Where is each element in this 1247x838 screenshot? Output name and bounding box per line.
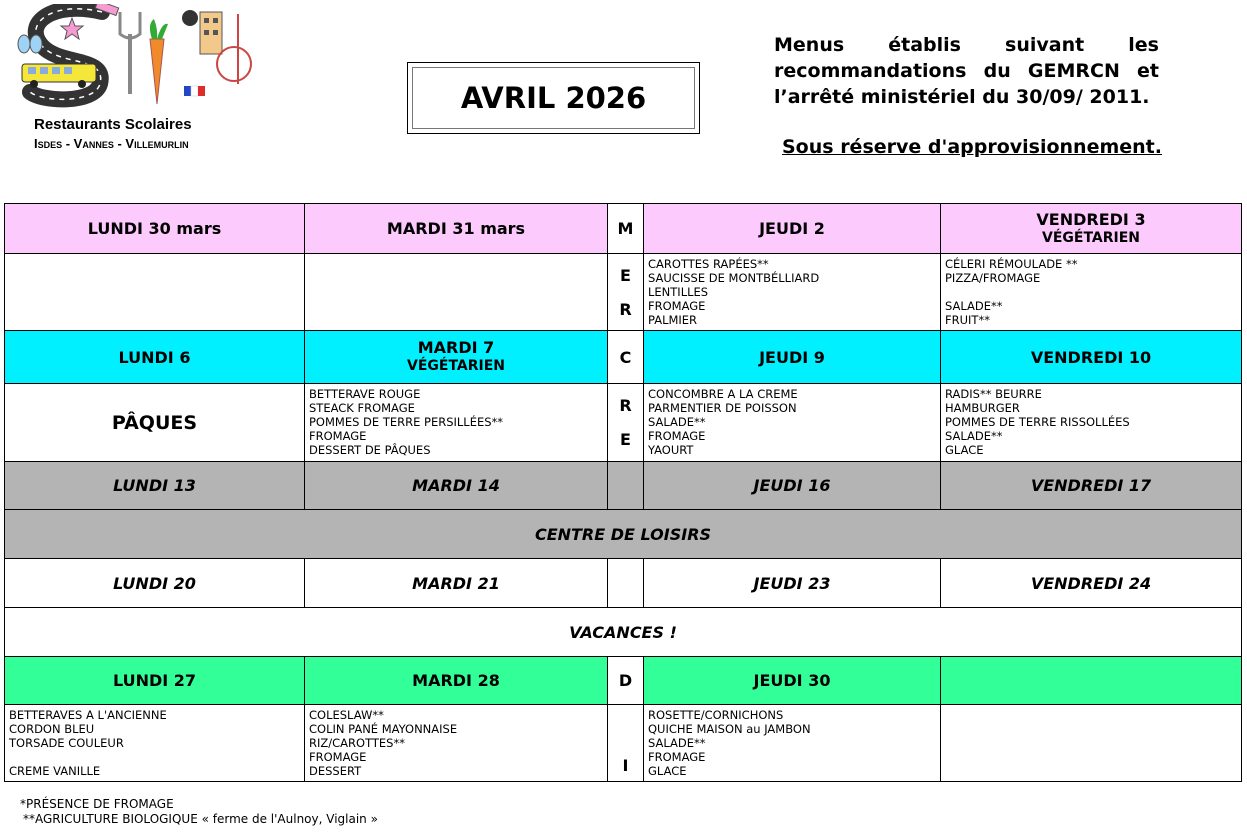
- month-title-box: [407, 62, 700, 134]
- day-label: LUNDI 13: [113, 476, 196, 495]
- menu-item: PARMENTIER DE POISSON: [648, 401, 797, 415]
- menu-item: SALADE**: [945, 429, 1003, 443]
- notice-line-3: l’arrêté ministériel du 30/09/ 2011.: [774, 86, 1150, 108]
- day-label: MARDI 31 mars: [386, 219, 526, 238]
- centre-de-loisirs-band: [5, 510, 1241, 559]
- logo: [12, 4, 254, 154]
- menu-cell-mardi-28: [305, 705, 608, 781]
- menu-item: ROSETTE/CORNICHONS: [648, 708, 784, 722]
- menu-item: FROMAGE: [648, 750, 706, 764]
- menu-item: BETTERAVE ROUGE: [309, 387, 421, 401]
- notice-line-2: recommandations du GEMRCN et: [774, 60, 1159, 82]
- wednesday-letter-c: [608, 331, 644, 384]
- day-header-lundi-13: [5, 462, 305, 510]
- menu-cell-mardi-31: [305, 254, 608, 331]
- day-label: JEUDI 23: [753, 573, 831, 593]
- menu-cell-jeudi-30: [644, 705, 941, 781]
- menu-item: SAUCISSE DE MONTBÉLLIARD: [648, 271, 820, 285]
- menu-item: YAOURT: [648, 443, 694, 457]
- notice: [774, 32, 1159, 110]
- band-label: CENTRE DE LOISIRS: [534, 524, 712, 544]
- day-header-mardi-31: [305, 204, 608, 254]
- menu-cell-jeudi-2: [644, 254, 941, 331]
- day-label: MARDI 21: [412, 573, 500, 593]
- menu-item: POMMES DE TERRE PERSILLÉES**: [309, 415, 504, 429]
- holiday-label: PÂQUES: [111, 411, 198, 434]
- day-header-jeudi-9: [644, 331, 941, 384]
- menu-item: GLACE: [648, 764, 687, 778]
- menu-item: CORDON BLEU: [9, 722, 95, 736]
- day-label: LUNDI 20: [113, 573, 196, 593]
- day-header-jeudi-2: [644, 204, 941, 254]
- menu-cell-mardi-7: [305, 384, 608, 462]
- day-label: VENDREDI 3: [1036, 209, 1146, 229]
- day-label: LUNDI 30 mars: [87, 219, 222, 238]
- wednesday-letter-m: [608, 204, 644, 254]
- letter: R: [619, 299, 632, 319]
- menu-item: FROMAGE: [648, 429, 706, 443]
- day-header-lundi-6: [5, 331, 305, 384]
- menu-item: QUICHE MAISON au JAMBON: [648, 722, 811, 736]
- letter: R: [619, 395, 632, 415]
- menu-cell-empty: [941, 705, 1241, 781]
- letter: E: [620, 430, 631, 450]
- menu-item: COLESLAW**: [309, 708, 384, 722]
- menu-item: PIZZA/FROMAGE: [945, 271, 1041, 285]
- menu-item: HAMBURGER: [945, 401, 1020, 415]
- day-header-vendredi-10: [941, 331, 1241, 384]
- menu-item: PALMIER: [648, 313, 698, 327]
- menu-item: DESSERT DE PÂQUES: [309, 443, 431, 457]
- wednesday-letter-d: [608, 657, 644, 705]
- wednesday-empty: [608, 559, 644, 608]
- day-header-mardi-28: [305, 657, 608, 705]
- vegetarian-label: VÉGÉTARIEN: [406, 358, 506, 374]
- day-label: VENDREDI 10: [1030, 347, 1152, 367]
- wednesday-letters-re: [608, 384, 644, 462]
- day-header-lundi-30: [5, 204, 305, 254]
- day-label: VENDREDI 17: [1030, 476, 1152, 495]
- menu-item: FRUIT**: [945, 313, 990, 327]
- wednesday-letters-er: [608, 254, 644, 331]
- day-header-mardi-7: [305, 331, 608, 384]
- menu-item: BETTERAVES A L'ANCIENNE: [9, 708, 167, 722]
- day-header-vendredi-24: [941, 559, 1241, 608]
- menu-item: SALADE**: [648, 415, 706, 429]
- menu-item: FROMAGE: [648, 299, 706, 313]
- wednesday-empty: [608, 462, 644, 510]
- logo-drawing: [12, 4, 254, 116]
- letter: D: [618, 671, 633, 690]
- day-header-jeudi-23: [644, 559, 941, 608]
- day-label: MARDI 14: [412, 476, 500, 495]
- menu-cell-vendredi-3: [941, 254, 1241, 331]
- notice-line-1: Menus établis suivant les: [774, 34, 1159, 56]
- menu-item: [9, 750, 304, 764]
- menu-item: CÉLERI RÉMOULADE **: [945, 257, 1078, 271]
- day-header-vendredi-17: [941, 462, 1241, 510]
- day-header-lundi-20: [5, 559, 305, 608]
- day-header-lundi-27: [5, 657, 305, 705]
- day-header-mardi-14: [305, 462, 608, 510]
- day-header-vendredi-3: [941, 204, 1241, 254]
- day-header-jeudi-30: [644, 657, 941, 705]
- letter: C: [619, 347, 632, 367]
- letter: I: [622, 756, 629, 775]
- footnote-cheese: *PRÉSENCE DE FROMAGE: [20, 797, 174, 811]
- menu-table: [4, 203, 1242, 782]
- day-label: JEUDI 16: [753, 476, 831, 495]
- day-header-empty: [941, 657, 1241, 705]
- menu-item: FROMAGE: [309, 750, 367, 764]
- menu-cell-lundi-30: [5, 254, 305, 331]
- day-label: JEUDI 2: [759, 219, 825, 238]
- band-label: VACANCES !: [569, 622, 677, 642]
- logo-line-2: Isdes - Vannes - Villemurlin: [34, 136, 189, 151]
- menu-item: LENTILLES: [648, 285, 709, 299]
- menu-item: SALADE**: [648, 736, 706, 750]
- vacances-band: [5, 608, 1241, 657]
- menu-item: RIZ/CAROTTES**: [309, 736, 405, 750]
- day-label: VENDREDI 24: [1030, 573, 1152, 593]
- menu-item: POMMES DE TERRE RISSOLLÉES: [945, 415, 1130, 429]
- wednesday-letter-i: [608, 705, 644, 781]
- day-label: MARDI 28: [412, 671, 500, 690]
- menu-item: [945, 285, 1241, 299]
- day-label: JEUDI 30: [753, 671, 831, 690]
- menu-item: RADIS** BEURRE: [945, 387, 1042, 401]
- menu-item: TORSADE COULEUR: [9, 736, 124, 750]
- letter: E: [620, 265, 631, 285]
- supply-reserve-note: Sous réserve d'approvisionnement.: [782, 136, 1162, 158]
- letter: M: [617, 219, 634, 238]
- menu-item: DESSERT: [309, 764, 362, 778]
- day-label: JEUDI 9: [759, 347, 825, 367]
- day-label: MARDI 7: [417, 338, 495, 357]
- logo-line-1: Restaurants Scolaires: [34, 116, 192, 133]
- month-title: AVRIL 2026: [412, 67, 695, 129]
- holiday-paques: [5, 384, 305, 462]
- footnotes: [20, 797, 378, 827]
- day-header-mardi-21: [305, 559, 608, 608]
- menu-item: CONCOMBRE A LA CREME: [648, 387, 798, 401]
- menu-item: SALADE**: [945, 299, 1003, 313]
- menu-item: STEACK FROMAGE: [309, 401, 415, 415]
- menu-item: GLACE: [945, 443, 984, 457]
- day-label: LUNDI 6: [118, 347, 191, 367]
- menu-item: CAROTTES RAPÉES**: [648, 257, 769, 271]
- menu-cell-lundi-27: [5, 705, 305, 781]
- day-label: LUNDI 27: [112, 671, 197, 690]
- menu-item: FROMAGE: [309, 429, 367, 443]
- day-header-jeudi-16: [644, 462, 941, 510]
- menu-item: COLIN PANÉ MAYONNAISE: [309, 722, 458, 736]
- vegetarian-label: VÉGÉTARIEN: [1041, 229, 1141, 246]
- menu-cell-jeudi-9: [644, 384, 941, 462]
- menu-item: CREME VANILLE: [9, 764, 101, 778]
- menu-cell-vendredi-10: [941, 384, 1241, 462]
- footnote-organic: **AGRICULTURE BIOLOGIQUE « ferme de l'Aulnoy, Viglain »: [23, 812, 378, 826]
